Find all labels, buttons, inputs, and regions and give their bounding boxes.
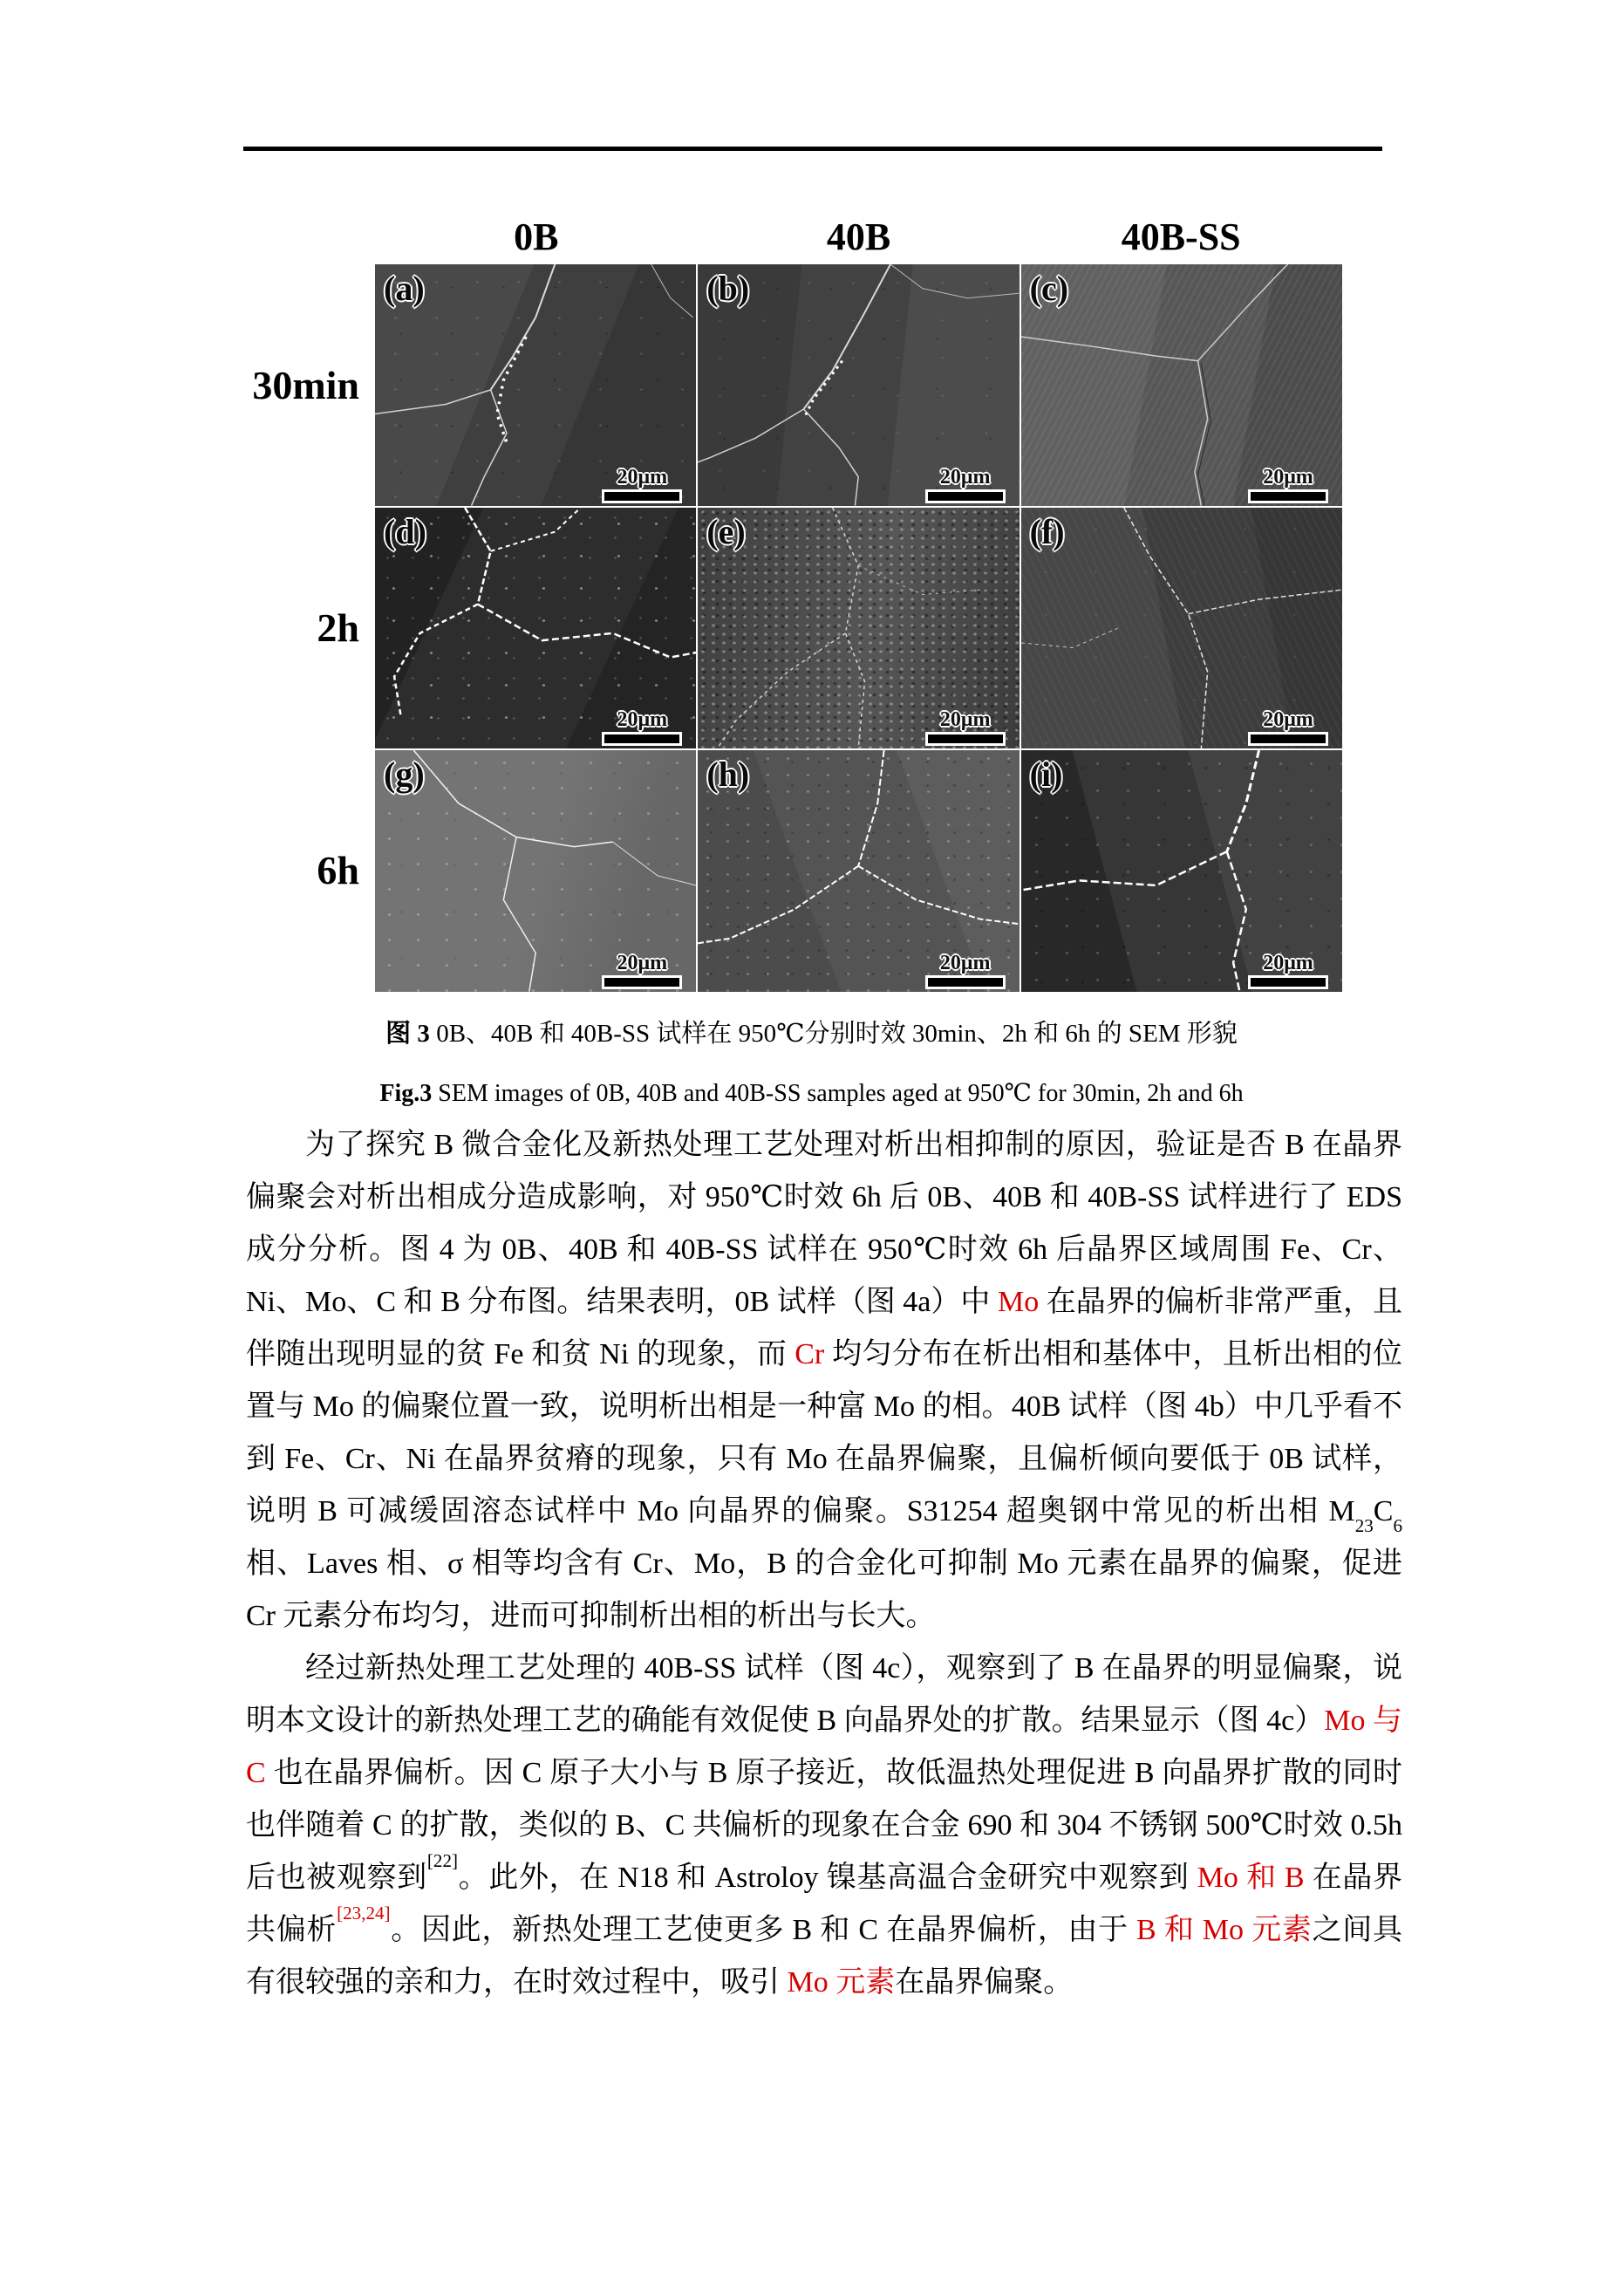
- cell-label: (c): [1029, 269, 1069, 308]
- sem-image-h: [698, 750, 1019, 992]
- figure-caption-zh-text: 0B、40B 和 40B-SS 试样在 950℃分别时效 30min、2h 和 6h 的 SEM 形貌: [429, 1020, 1238, 1048]
- scale-bar-label: 20μm: [1263, 708, 1313, 732]
- scale-bar-line: [1248, 975, 1328, 989]
- figure-caption-zh: [0, 1015, 1623, 1053]
- cell-label: (b): [706, 269, 750, 308]
- figure-caption-en: [0, 1075, 1623, 1113]
- cell-label: (e): [706, 511, 746, 551]
- scale-bar: [593, 952, 691, 989]
- figure-caption-en-number: Fig.3: [379, 1080, 433, 1107]
- sem-image-grid: [375, 264, 1342, 992]
- cell-label: (d): [384, 511, 426, 551]
- scale-bar-line: [925, 489, 1006, 503]
- sem-image-f: [1021, 508, 1342, 749]
- scale-bar-line: [1248, 732, 1328, 746]
- scale-bar-line: [602, 732, 682, 746]
- sem-image-i: [1021, 750, 1342, 992]
- scale-bar-label: 20μm: [1263, 465, 1313, 489]
- scale-bar-line: [925, 732, 1006, 746]
- row-header-2h: 2h: [317, 605, 359, 650]
- cell-label: (i): [1029, 755, 1063, 795]
- cell-label: (g): [384, 755, 425, 795]
- row-header-30min: 30min: [252, 363, 359, 407]
- column-header-40b-ss: 40B-SS: [1121, 215, 1241, 258]
- header-rule: [243, 147, 1382, 151]
- scale-bar-label: 20μm: [617, 465, 668, 489]
- scale-bar-line: [602, 975, 682, 989]
- scale-bar-line: [925, 975, 1006, 989]
- scale-bar: [1239, 466, 1337, 503]
- scale-bar-label: 20μm: [939, 465, 991, 489]
- column-header-40b: 40B: [826, 215, 891, 258]
- figure-column-headers: [375, 215, 1342, 260]
- paragraph-1: 为了探究 B 微合金化及新热处理工艺处理对析出相抑制的原因，验证是否 B 在晶界偏聚会对析出相成分造成影响，对 950℃时效 6h 后 0B、40B 和 40B-SS 试样进行了 EDS 成分分析。图 4 为 0B、40B 和 40B-SS 试样在 950℃时效 6h 后晶界区域周围 Fe、Cr、Ni、Mo、C 和 B 分布图。结果表明，0B 试样（图 4a）中 Mo 在晶界的偏析非常严重，且伴随出现明显的贫 Fe 和贫 Ni 的现象，而 Cr 均匀分布在析出相和基体中，且析出相的位置与 Mo 的偏聚位置一致，说明析出相是一种富 Mo 的相。40B 试样（图 4b）中几乎看不到 Fe、Cr、Ni 在晶界贫瘠的现象，只有 Mo 在晶界偏聚，且偏析倾向要低于 0B 试样，说明 B 可减缓固溶态试样中 Mo 向晶界的偏聚。S31254 超奥钢中常见的析出相 $M_{23}C_6$ 相、Laves 相、σ 相等均含有 Cr、Mo，B 的合金化可抑制 Mo 元素在晶界的偏聚，促进 Cr 元素分布均匀，进而可抑制析出相的析出与长大。: [246, 1129, 1402, 1632]
- cell-label: (h): [706, 755, 750, 795]
- scale-bar-line: [1248, 489, 1328, 503]
- scale-bar-label: 20μm: [617, 951, 668, 974]
- sem-image-c: [1021, 264, 1342, 506]
- sem-image-b: [698, 264, 1019, 506]
- scale-bar: [593, 708, 691, 746]
- body-text: [246, 1119, 1402, 2009]
- sem-image-g: [375, 750, 696, 992]
- scale-bar: [917, 708, 1014, 746]
- sem-image-a: [375, 264, 696, 506]
- sem-image-e: [698, 508, 1019, 749]
- scale-bar-label: 20μm: [617, 708, 668, 732]
- cell-label: (a): [384, 269, 425, 308]
- scale-bar: [917, 952, 1014, 989]
- scale-bar-line: [602, 489, 682, 503]
- scale-bar-label: 20μm: [939, 708, 991, 732]
- row-header-6h: 6h: [317, 848, 359, 892]
- scale-bar: [1239, 952, 1337, 989]
- cell-label: (f): [1029, 511, 1065, 551]
- scale-bar: [593, 466, 691, 503]
- scale-bar-label: 20μm: [1263, 951, 1313, 974]
- scale-bar: [917, 466, 1014, 503]
- paragraph-2: 经过新热处理工艺处理的 40B-SS 试样（图 4c），观察到了 B 在晶界的明显偏聚，说明本文设计的新热处理工艺的确能有效促使 B 向晶界处的扩散。结果显示（图 4c）Mo 与 C 也在晶界偏析。因 C 原子大小与 B 原子接近，故低温热处理促进 B 向晶界扩散的同时也伴随着 C 的扩散，类似的 B、C 共偏析的现象在合金 690 和 304 不锈钢 500℃时效 0.5h 后也被观察到[22]。此外，在 N18 和 Astroloy 镍基高温合金研究中观察到 Mo 和 B 在晶界共偏析[23,24]。因此，新热处理工艺使更多 B 和 C 在晶界偏析，由于 B 和 Mo 元素之间具有很较强的亲和力，在时效过程中，吸引 Mo 元素在晶界偏聚。: [246, 1652, 1403, 1999]
- figure-caption-zh-number: 图 3: [385, 1020, 430, 1048]
- column-header-0b: 0B: [514, 215, 559, 258]
- scale-bar-label: 20μm: [939, 951, 991, 974]
- scale-bar: [1239, 708, 1337, 746]
- sem-image-d: [375, 508, 696, 749]
- figure-caption-en-text: SEM images of 0B, 40B and 40B-SS samples aged at 950℃ for 30min, 2h and 6h: [432, 1080, 1244, 1107]
